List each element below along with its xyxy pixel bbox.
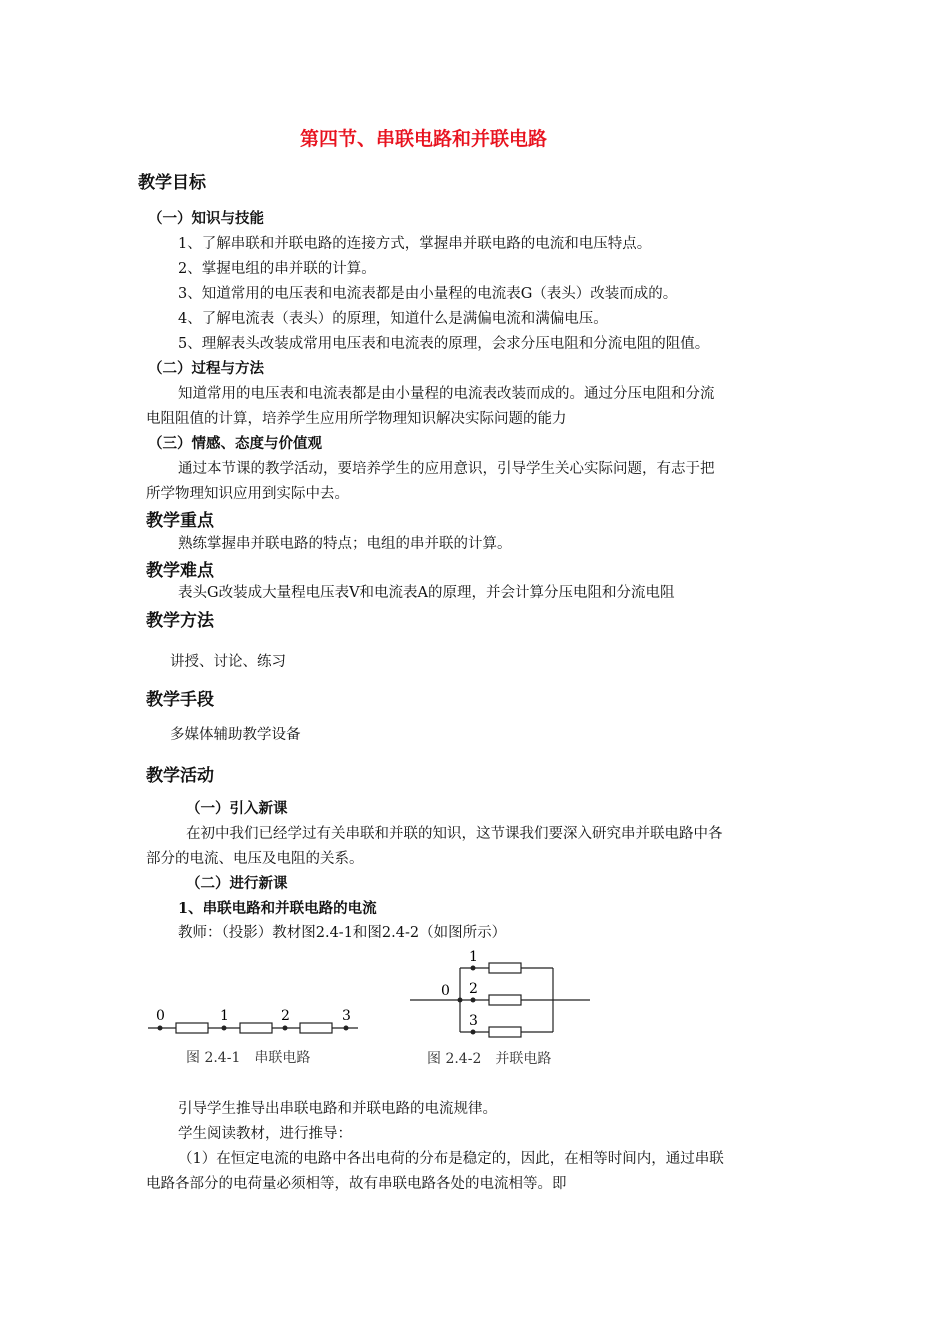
difficulties-heading: 教学难点 <box>146 561 214 581</box>
derivation-line-2: 电路各部分的电荷量必须相等，故有串联电路各处的电流相等。即 <box>146 1176 567 1192</box>
activities-heading: 教学活动 <box>146 766 214 786</box>
method-heading: 教学方法 <box>146 611 214 631</box>
objective-item-2: 2、掌握电组的串并联的计算。 <box>178 261 376 277</box>
read-line: 学生阅读教材，进行推导： <box>178 1126 352 1142</box>
means-text: 多媒体辅助教学设备 <box>170 727 301 743</box>
emotion-heading: （三）情感、态度与价值观 <box>148 435 322 452</box>
means-heading: 教学手段 <box>146 690 214 710</box>
parallel-node-3: 3 <box>469 1013 478 1029</box>
series-caption: 图 2.4-1 串联电路 <box>186 1050 311 1066</box>
series-node-3: 3 <box>342 1008 351 1024</box>
parallel-circuit-figure <box>405 945 605 1070</box>
intro-line-1: 在初中我们已经学过有关串联和并联的知识，这节课我们要深入研究串并联电路中各 <box>186 826 723 842</box>
key-points-heading: 教学重点 <box>146 511 214 531</box>
parallel-caption: 图 2.4-2 并联电路 <box>427 1051 552 1067</box>
derivation-line-1: （1）在恒定电流的电路中各出电荷的分布是稳定的，因此，在相等时间内，通过串联 <box>178 1151 724 1167</box>
series-circuit-figure <box>140 1000 370 1075</box>
teacher-line: 教师：（投影）教材图2.4-1和图2.4-2（如图所示） <box>178 925 507 941</box>
page-title: 第四节、串联电路和并联电路 <box>300 128 548 150</box>
emotion-line-2: 所学物理知识应用到实际中去。 <box>146 486 349 502</box>
series-node-0: 0 <box>156 1008 165 1024</box>
intro-line-2: 部分的电流、电压及电阻的关系。 <box>146 851 364 867</box>
process-heading: （二）过程与方法 <box>148 360 264 377</box>
process-line-2: 电阻阻值的计算，培养学生应用所学物理知识解决实际问题的能力 <box>146 411 567 427</box>
current-section-heading: 1、串联电路和并联电路的电流 <box>178 900 377 917</box>
series-node-1: 1 <box>220 1008 229 1024</box>
objectives-heading: 教学目标 <box>138 173 206 193</box>
objective-item-1: 1、了解串联和并联电路的连接方式，掌握串并联电路的电流和电压特点。 <box>178 236 652 252</box>
objective-item-3: 3、知道常用的电压表和电流表都是由小量程的电流表G（表头）改装而成的。 <box>178 286 678 302</box>
guide-line: 引导学生推导出串联电路和并联电路的电流规律。 <box>178 1101 497 1117</box>
series-node-2: 2 <box>281 1008 290 1024</box>
new-lesson-heading: （二）进行新课 <box>186 875 288 892</box>
objective-item-5: 5、理解表头改装成常用电压表和电流表的原理，会求分压电阻和分流电阻的阻值。 <box>178 336 710 352</box>
intro-heading: （一）引入新课 <box>186 800 288 817</box>
parallel-node-1: 1 <box>469 949 478 965</box>
emotion-line-1: 通过本节课的教学活动，要培养学生的应用意识，引导学生关心实际问题，有志于把 <box>178 461 715 477</box>
process-line-1: 知道常用的电压表和电流表都是由小量程的电流表改装而成的。通过分压电阻和分流 <box>178 386 715 402</box>
objective-item-4: 4、了解电流表（表头）的原理，知道什么是满偏电流和满偏电压。 <box>178 311 608 327</box>
parallel-node-2: 2 <box>469 981 478 997</box>
method-text: 讲授、讨论、练习 <box>170 654 286 670</box>
difficulties-text: 表头G改装成大量程电压表V和电流表A的原理，并会计算分压电阻和分流电阻 <box>178 585 675 601</box>
knowledge-heading: （一）知识与技能 <box>148 210 264 227</box>
parallel-node-0: 0 <box>441 983 450 999</box>
key-points-text: 熟练掌握串并联电路的特点；电组的串并联的计算。 <box>178 536 512 552</box>
